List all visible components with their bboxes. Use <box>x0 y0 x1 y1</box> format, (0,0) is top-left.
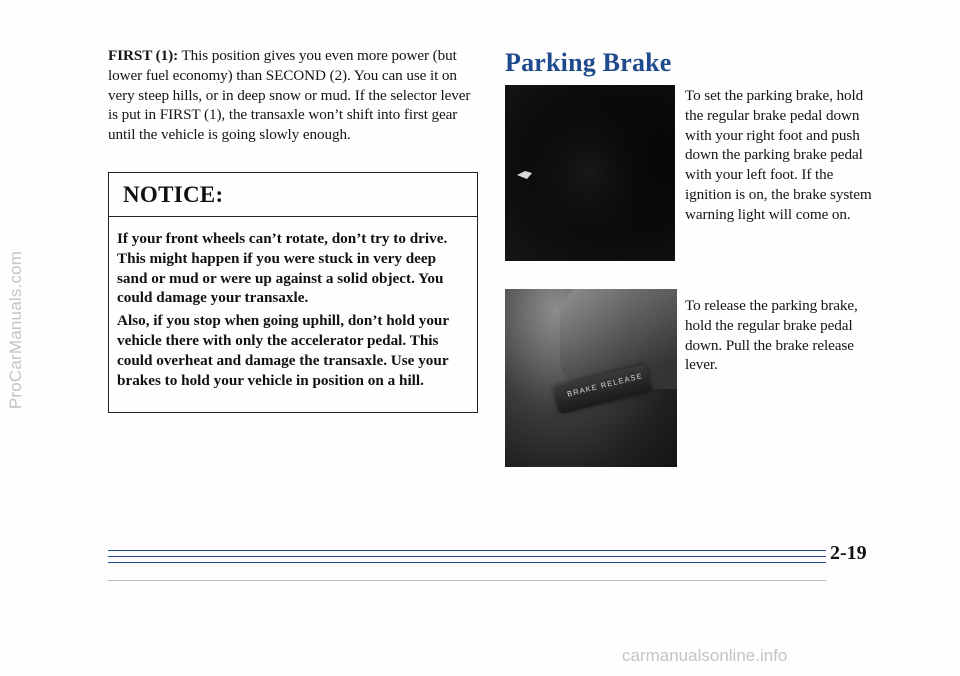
footer-rule-2 <box>108 556 826 557</box>
first-gear-paragraph <box>108 46 478 145</box>
notice-title: NOTICE: <box>123 182 224 207</box>
notice-paragraph-2: Also, if you stop when going uphill, don’t hold your vehicle there with only the accelerator pedal. This could overheat and damage the transaxle. Use your brakes to hold your vehicle in position on a hill. <box>117 312 449 389</box>
set-parking-brake-text: To set the parking brake, hold the regular brake pedal down with your right foot and push down the parking brake pedal with your left foot. If the ignition is on, the brake system warning light will come on. <box>685 87 872 223</box>
footer-rule-1 <box>108 550 826 551</box>
parking-brake-pedal-photo <box>505 85 675 261</box>
bottom-watermark: carmanualsonline.info <box>622 646 788 665</box>
notice-paragraph-1: If your front wheels can’t rotate, don’t try to drive. This might happen if you were stuck in very deep sand or mud or were up against a solid object. You could damage your transaxle. <box>117 230 448 307</box>
brake-release-lever-photo <box>505 289 677 467</box>
side-watermark-text: ProCarManuals.com <box>6 250 25 410</box>
notice-box <box>108 172 478 413</box>
notice-body <box>109 217 477 390</box>
release-parking-brake-text: To release the parking brake, hold the regular brake pedal down. Pull the brake release lever. <box>685 297 858 374</box>
page-number: 2-19 <box>830 542 867 564</box>
section-title: Parking Brake <box>505 48 672 77</box>
footer-rule-thin <box>108 580 826 581</box>
pedal-photo-svg <box>505 85 675 261</box>
first-gear-text: This position gives you even more power (but lower fuel economy) than SECOND (2). You can use it on very steep hills, or in deep snow or mud. If the selector lever is put in FIRST (1), the transaxle won’t shift into first gear until the vehicle is going slowly enough. <box>108 47 471 144</box>
first-gear-label: FIRST (1): <box>108 47 179 64</box>
brake-release-lever-label: BRAKE RELEASE <box>566 371 644 399</box>
footer-rule-3 <box>108 562 826 563</box>
left-column <box>108 46 478 145</box>
side-watermark <box>2 120 30 540</box>
notice-header <box>109 173 477 217</box>
